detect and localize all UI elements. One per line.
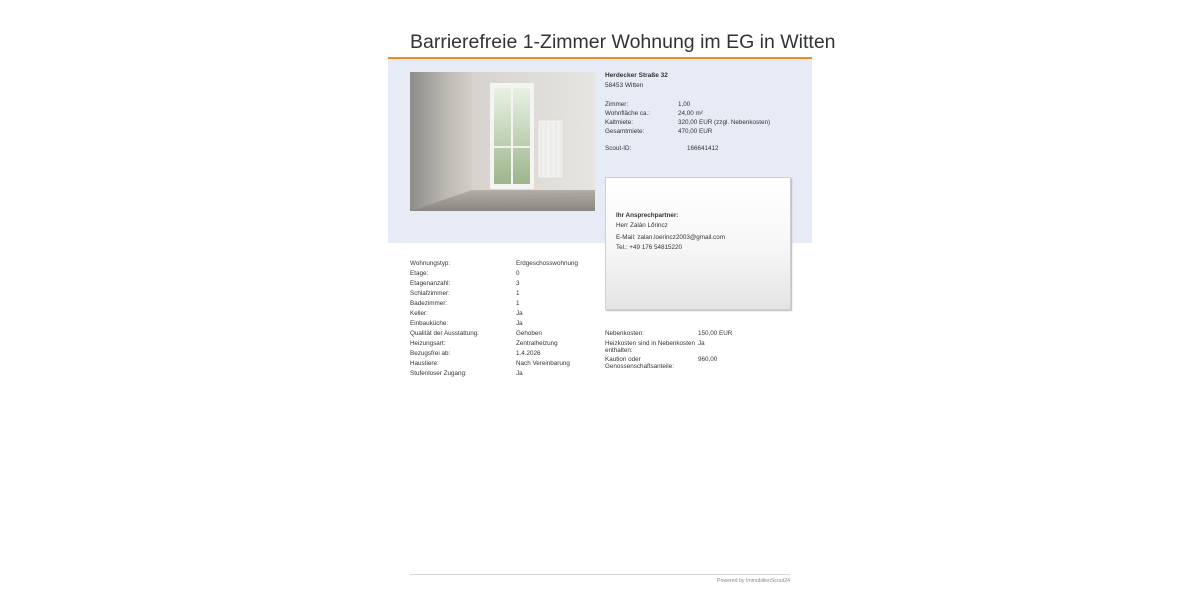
cold-rent-value: 320,00 EUR (zzgl. Nebenkosten): [678, 119, 771, 126]
detail-value: 1: [516, 290, 520, 297]
detail-value: 1.4.2026: [516, 350, 541, 357]
page-title: Barrierefreie 1-Zimmer Wohnung im EG in Witten: [410, 31, 836, 53]
detail-value: Ja: [516, 370, 523, 377]
deposit-label: Kaution oder Genossenschaftsanteile:: [605, 356, 674, 370]
rooms-label: Zimmer:: [605, 101, 629, 108]
detail-label: Einbauküche:: [410, 320, 449, 327]
rooms-value: 1,00: [678, 101, 691, 108]
total-rent-value: 470,00 EUR: [678, 128, 713, 135]
detail-value: Erdgeschosswohnung: [516, 260, 578, 267]
detail-label: Etagenanzahl:: [410, 280, 451, 287]
detail-value: 0: [516, 270, 520, 277]
contact-email[interactable]: E-Mail: zalan.loerincz2003@gmail.com: [616, 234, 725, 241]
detail-label: Stufenloser Zugang:: [410, 370, 467, 377]
detail-value: Gehoben: [516, 330, 542, 337]
detail-value: Nach Vereinbarung: [516, 360, 570, 367]
detail-label: Heizungsart:: [410, 340, 446, 347]
detail-label: Etage:: [410, 270, 429, 277]
extra-costs-label: Nebenkosten:: [605, 330, 644, 337]
contact-phone[interactable]: Tel.: +49 176 54815220: [616, 244, 683, 251]
address-street: Herdecker Straße 32: [605, 72, 668, 79]
footer-divider: [410, 574, 790, 575]
detail-value: Ja: [516, 310, 523, 317]
detail-label: Wohnungstyp:: [410, 260, 451, 267]
heating-included-value: Ja: [698, 340, 705, 347]
detail-label: Badezimmer:: [410, 300, 448, 307]
living-area-value: 24,00 m²: [678, 110, 703, 117]
total-rent-label: Gesamtmiete:: [605, 128, 645, 135]
detail-label: Haustiere:: [410, 360, 439, 367]
detail-label: Bezugsfrei ab:: [410, 350, 451, 357]
apartment-photo[interactable]: [410, 72, 595, 211]
detail-value: 1: [516, 300, 520, 307]
detail-value: Ja: [516, 320, 523, 327]
cold-rent-label: Kaltmiete:: [605, 119, 633, 126]
contact-card: [605, 177, 791, 310]
address-city: 58453 Witten: [605, 82, 644, 89]
heating-included-label: Heizkosten sind in Nebenkosten enthalten:: [605, 340, 695, 354]
scout-id-label: Scout-ID:: [605, 145, 632, 152]
detail-value: Zentralheizung: [516, 340, 558, 347]
footer-credit[interactable]: Powered by ImmobilienScout24: [717, 578, 790, 584]
scout-id-value: 166641412: [687, 145, 719, 152]
detail-label: Schlafzimmer:: [410, 290, 450, 297]
detail-value: 3: [516, 280, 520, 287]
deposit-value: 960,00: [698, 356, 718, 363]
contact-heading: Ihr Ansprechpartner:: [616, 212, 679, 219]
contact-name: Herr Zalán Lőrincz: [616, 222, 668, 229]
detail-label: Qualität der Ausstattung:: [410, 330, 479, 337]
extra-costs-value: 150,00 EUR: [698, 330, 733, 337]
detail-label: Keller:: [410, 310, 428, 317]
living-area-label: Wohnfläche ca.:: [605, 110, 651, 117]
